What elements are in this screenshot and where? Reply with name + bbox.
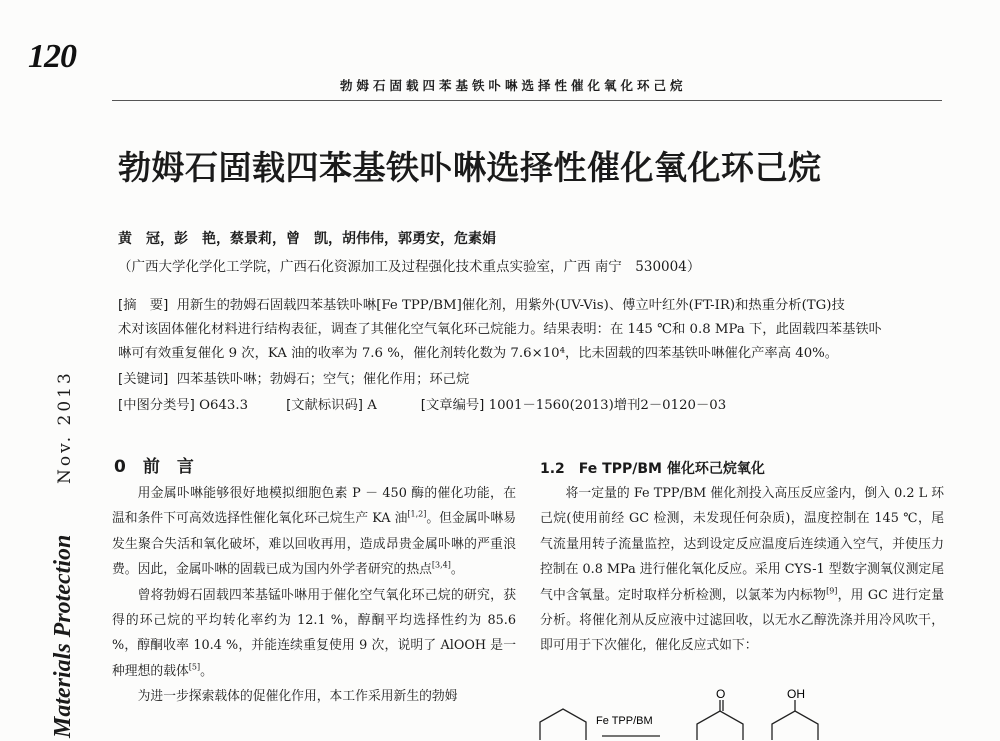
catalyst-label: Fe TPP/BM xyxy=(596,715,653,727)
paper-title: 勃姆石固载四苯基铁卟啉选择性催化氧化环己烷 xyxy=(118,148,822,187)
classification: [中图分类号] O643.3 [文献标识码] A [文章编号] 1001－1560(2013)增刊2－0120－03 xyxy=(118,398,727,413)
running-header: 勃姆石固载四苯基铁卟啉选择性催化氧化环己烷 xyxy=(340,78,687,93)
alcohol-oh-label: OH xyxy=(787,688,805,701)
cyclohexanone-ring xyxy=(697,711,743,740)
authors: 黄 冠，彭 艳，蔡景莉，曾 凯，胡伟伟，郭勇安，危素娟 xyxy=(118,231,496,247)
affiliation: （广西大学化学化工学院，广西石化资源加工及过程强化技术重点实验室，广西 南宁 530004） xyxy=(118,259,701,275)
abstract-line: 啉可有效重复催化 9 次，KA 油的收率为 7.6 %，催化剂转化数为 7.6×10⁴，比未固载的四苯基铁卟啉催化产率高 40%。 xyxy=(118,346,839,361)
section-heading: 0 前 言 xyxy=(114,457,194,477)
reaction-scheme xyxy=(530,688,830,740)
abstract-label: [摘 要] xyxy=(118,298,169,313)
paragraph: 用金属卟啉能够很好地模拟细胞色素 P － 450 酶的催化功能，在温和条件下可高效选择性催化氧化环己烷生产 KA 油[1,2]。但金属卟啉易发生聚合失活和氧化破坏，难以回收再用，造成昂贵金属卟啉的严重浪费。因此，金属卟啉的固载已成为国内外学者研究的热点[3,4]。 xyxy=(112,486,517,578)
left-column xyxy=(112,481,516,710)
section-heading: 1.2 Fe TPP/BM 催化环己烷氧化 xyxy=(540,461,765,477)
page-number: 120 xyxy=(28,38,76,75)
keywords: [关键词] 四苯基铁卟啉；勃姆石；空气；催化作用；环己烷 xyxy=(118,372,470,387)
side-journal-name: Materials Protection xyxy=(50,534,76,738)
side-date: Nov. 2013 xyxy=(55,370,75,484)
header-rule xyxy=(112,100,942,101)
cyclohexanol-ring xyxy=(772,711,818,740)
paragraph: 将一定量的 Fe TPP/BM 催化剂投入高压反应釜内，倒入 0.2 L 环己烷(使用前经 GC 检测，未发现任何杂质)，温度控制在 145 ℃，尾气流量用转子流量监控，达到设定反应温度后连续通入空气，并使压力控制在 0.8 MPa 进行催化氧化反应。采用 CYS-1 型数字测氧仪测定尾气中含氧量。定时取样分析检测，以氯苯为内标物[9]，用 GC 进行定量分析。将催化剂从反应液中过滤回收，以无水乙醇洗涤并用冷风吹干，即可用于下次催化，催化反应式如下： xyxy=(540,486,945,654)
paragraph: 曾将勃姆石固载四苯基锰卟啉用于催化空气氧化环己烷的研究，获得的环己烷的平均转化率约为 12.1 %，醇酮平均选择性约为 85.6 %，醇酮收率 10.4 %，并能连续重复使用 9 次，说明了 AlOOH 是一种理想的载体[5]。 xyxy=(112,587,516,679)
abstract-line: 术对该固体催化材料进行结构表征，调查了其催化空气氧化环己烷能力。结果表明：在 145 ℃和 0.8 MPa 下，此固载四苯基铁卟 xyxy=(118,322,882,337)
cyclohexane-ring xyxy=(540,709,586,740)
paragraph: 为进一步探索载体的促催化作用，本工作采用新生的勃姆 xyxy=(137,689,458,705)
abstract-line: [摘 要] 用新生的勃姆石固载四苯基铁卟啉[Fe TPP/BM]催化剂，用紫外(UV-Vis)、傅立叶红外(FT-IR)和热重分析(TG)技 xyxy=(118,298,845,313)
right-column xyxy=(540,481,944,659)
ketone-o-label: O xyxy=(716,688,726,701)
